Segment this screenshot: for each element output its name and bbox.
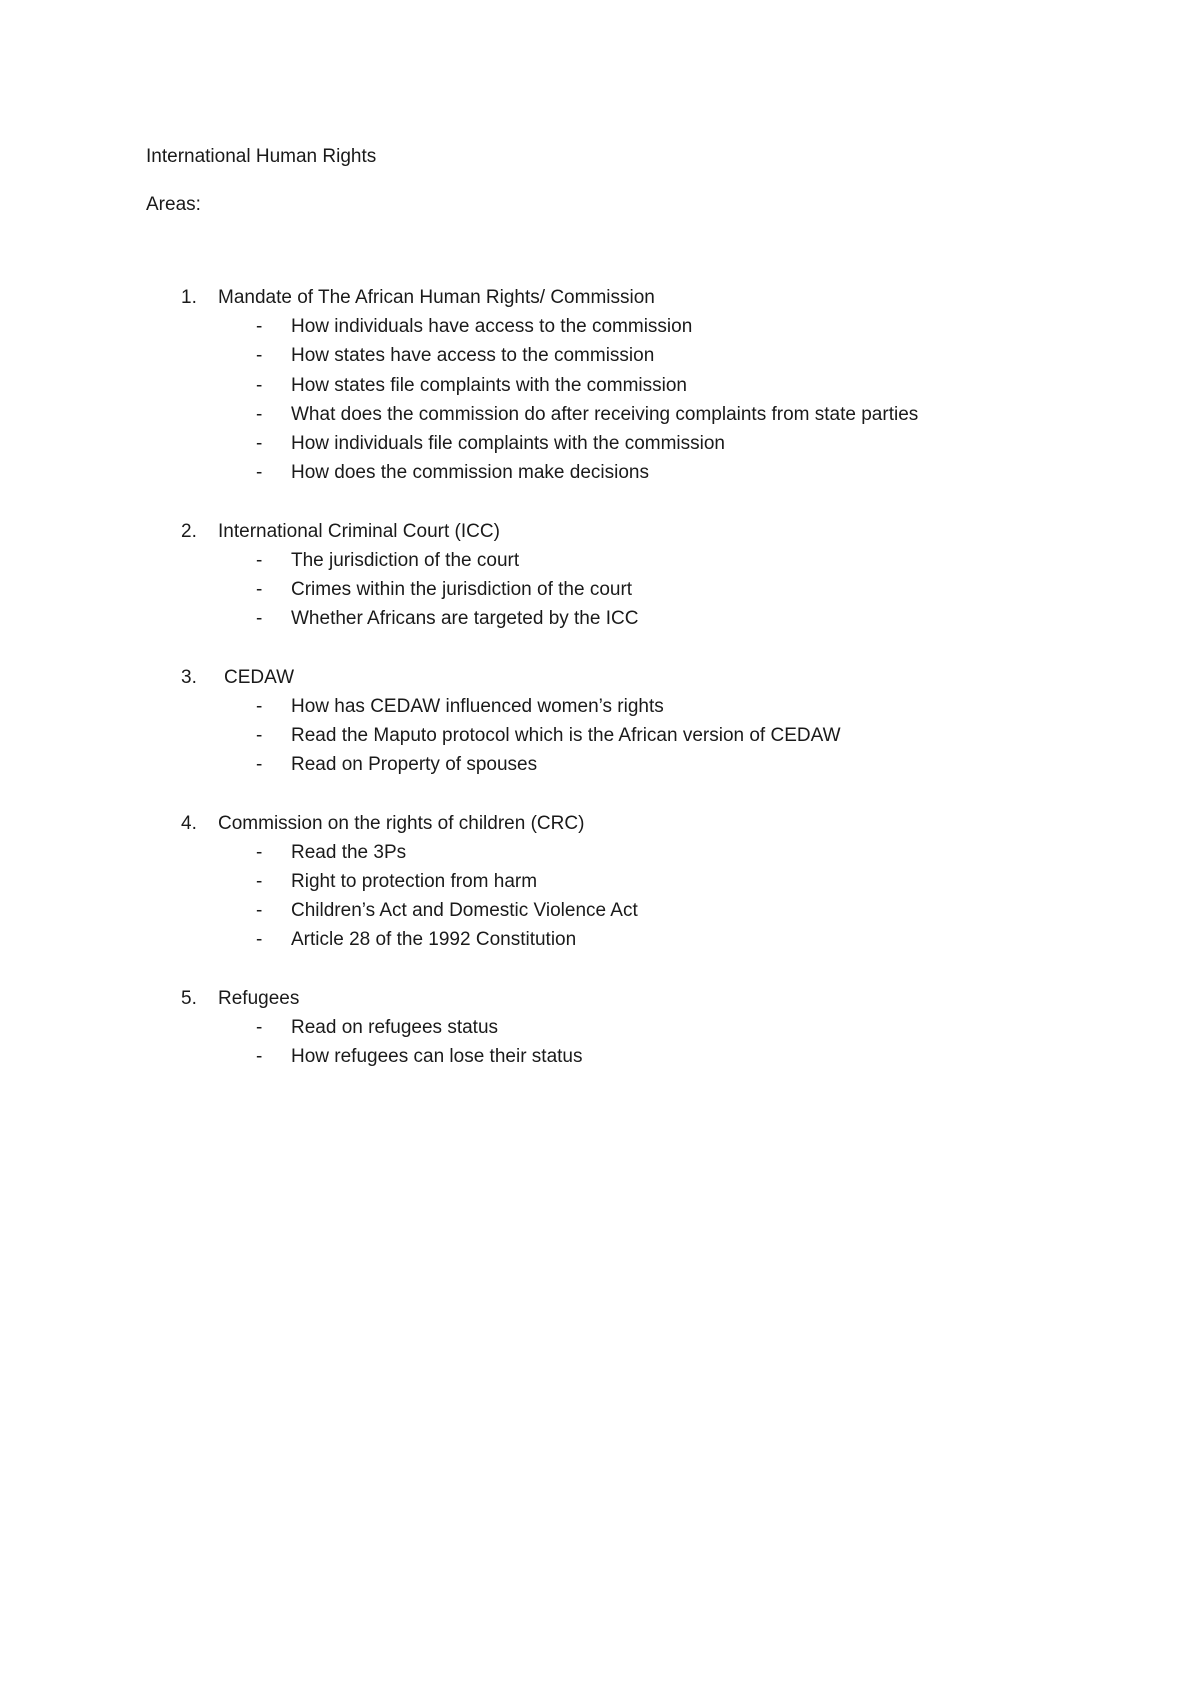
dash-bullet-icon: - — [256, 462, 263, 484]
list-item-text: Read on Property of spouses — [291, 754, 538, 776]
list-item — [0, 1042, 1200, 1071]
dash-bullet-icon: - — [256, 608, 263, 630]
dash-bullet-icon: - — [256, 1016, 263, 1038]
section-number: 2. — [181, 520, 197, 542]
section-title: Commission on the rights of children (CRC) — [218, 812, 585, 834]
dash-bullet-icon: - — [256, 900, 263, 922]
list-item — [0, 546, 1200, 575]
section-title: International Criminal Court (ICC) — [218, 520, 500, 542]
section-heading — [0, 663, 1200, 692]
section-heading — [0, 809, 1200, 838]
section-title: CEDAW — [224, 666, 295, 688]
list-item — [0, 604, 1200, 633]
section-4 — [0, 809, 1200, 955]
list-item-text: Read on refugees status — [291, 1016, 499, 1038]
dash-bullet-icon: - — [256, 579, 263, 601]
section-number: 3. — [181, 666, 197, 688]
list-item — [0, 867, 1200, 896]
list-item-text: Right to protection from harm — [291, 870, 538, 892]
section-heading — [0, 517, 1200, 546]
section-title: Refugees — [218, 987, 300, 1009]
list-item-text: How has CEDAW influenced women’s rights — [291, 695, 664, 717]
section-3 — [0, 663, 1200, 780]
list-item — [0, 838, 1200, 867]
list-item-text: Crimes within the jurisdiction of the court — [291, 579, 633, 601]
list-item — [0, 371, 1200, 400]
list-item — [0, 692, 1200, 721]
list-item-text: Whether Africans are targeted by the ICC — [291, 608, 639, 630]
list-item-text: What does the commission do after receiving complaints from state parties — [291, 403, 919, 425]
section-2 — [0, 517, 1200, 634]
list-item — [0, 1013, 1200, 1042]
dash-bullet-icon: - — [256, 870, 263, 892]
document-title: International Human Rights — [146, 146, 377, 167]
list-item — [0, 312, 1200, 341]
dash-bullet-icon: - — [256, 695, 263, 717]
dash-bullet-icon: - — [256, 929, 263, 951]
list-item — [0, 341, 1200, 370]
dash-bullet-icon: - — [256, 754, 263, 776]
dash-bullet-icon: - — [256, 841, 263, 863]
list-item — [0, 721, 1200, 750]
list-item-text: How individuals file complaints with the commission — [291, 433, 726, 455]
section-heading — [0, 984, 1200, 1013]
dash-bullet-icon: - — [256, 433, 263, 455]
list-item-text: Children’s Act and Domestic Violence Act — [291, 900, 638, 922]
list-item-text: Read the Maputo protocol which is the African version of CEDAW — [291, 724, 841, 746]
list-item — [0, 429, 1200, 458]
list-item-text: How does the commission make decisions — [291, 462, 649, 484]
list-item — [0, 575, 1200, 604]
dash-bullet-icon: - — [256, 374, 263, 396]
list-item — [0, 925, 1200, 954]
list-item-text: Article 28 of the 1992 Constitution — [291, 929, 577, 951]
dash-bullet-icon: - — [256, 1046, 263, 1068]
list-item-text: How states file complaints with the commission — [291, 374, 687, 396]
list-item — [0, 458, 1200, 487]
section-list — [0, 283, 1200, 1100]
list-item-text: The jurisdiction of the court — [291, 549, 520, 571]
section-heading — [0, 283, 1200, 312]
section-number: 4. — [181, 812, 197, 834]
section-5 — [0, 984, 1200, 1072]
list-item — [0, 896, 1200, 925]
document-subtitle: Areas: — [146, 194, 201, 215]
section-number: 1. — [181, 287, 197, 308]
section-number: 5. — [181, 987, 197, 1009]
list-item-text: How refugees can lose their status — [291, 1046, 583, 1068]
section-title: Mandate of The African Human Rights/ Commission — [218, 287, 655, 308]
list-item-text: Read the 3Ps — [291, 841, 407, 863]
dash-bullet-icon: - — [256, 724, 263, 746]
section-1 — [0, 283, 1200, 488]
list-item-text: How individuals have access to the commission — [291, 316, 693, 337]
dash-bullet-icon: - — [256, 403, 263, 425]
dash-bullet-icon: - — [256, 316, 263, 337]
list-item — [0, 750, 1200, 779]
list-item — [0, 400, 1200, 429]
dash-bullet-icon: - — [256, 549, 263, 571]
dash-bullet-icon: - — [256, 345, 263, 367]
list-item-text: How states have access to the commission — [291, 345, 655, 367]
